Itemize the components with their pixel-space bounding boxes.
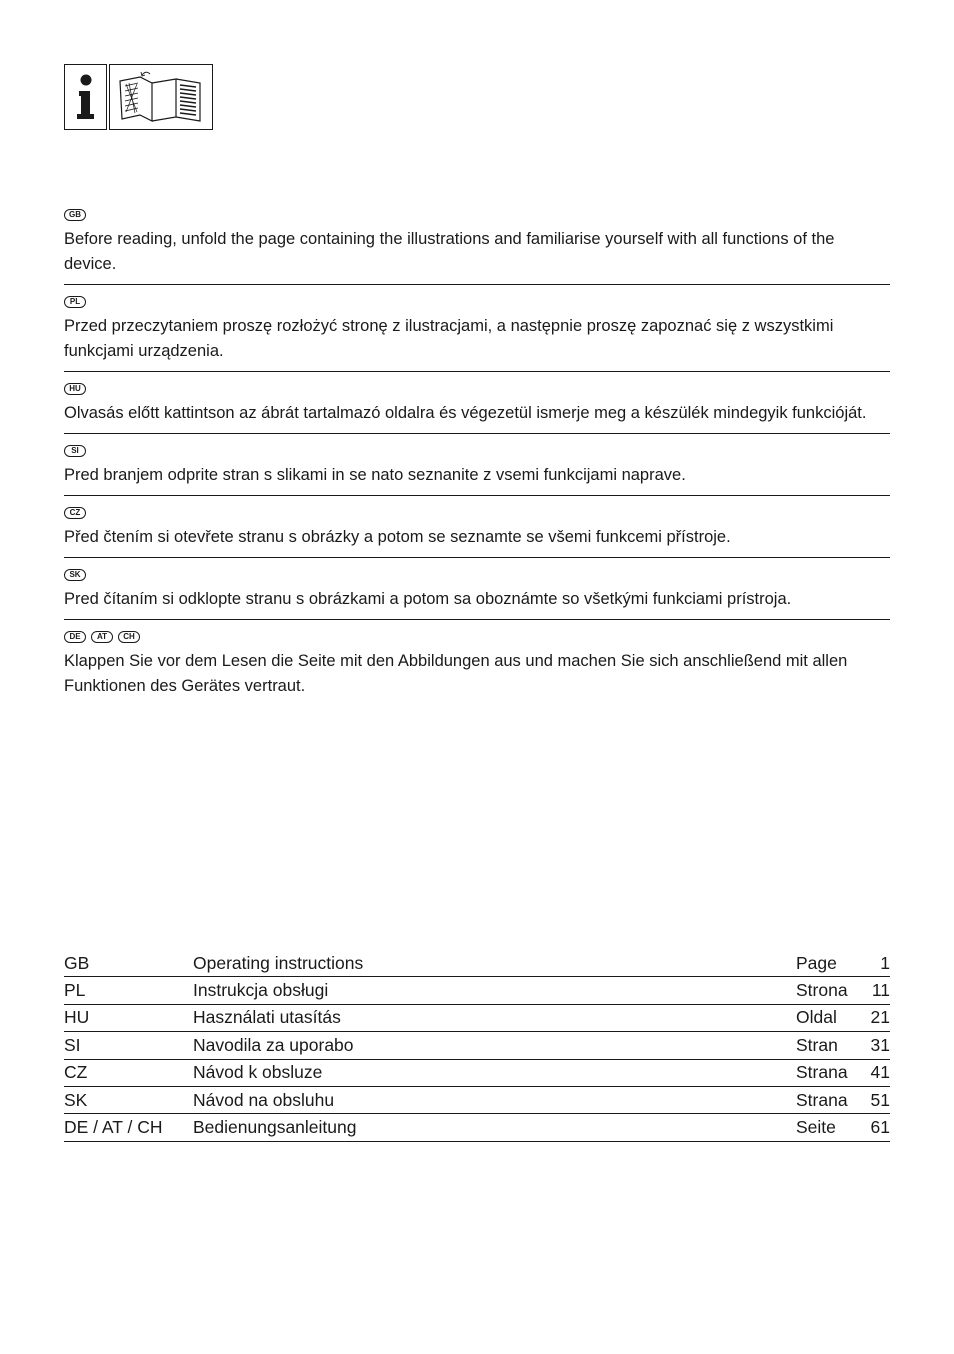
language-badge: GB <box>64 209 86 221</box>
language-badges <box>64 567 890 583</box>
toc-page-number: 21 <box>856 1004 890 1031</box>
toc-language-code: GB <box>64 950 193 977</box>
table-row <box>64 1059 890 1086</box>
notice-list <box>64 205 890 706</box>
table-row <box>64 950 890 977</box>
toc-title: Návod k obsluze <box>193 1059 796 1086</box>
table-row <box>64 977 890 1004</box>
toc-page-number: 11 <box>856 977 890 1004</box>
toc-language-code: PL <box>64 977 193 1004</box>
table-of-contents <box>64 950 890 1142</box>
notice-text: Before reading, unfold the page containing the illustrations and familiarise yourself with all functions of the device. <box>64 230 835 273</box>
notice-si <box>64 433 890 495</box>
language-badges <box>64 207 890 223</box>
notice-text: Klappen Sie vor dem Lesen die Seite mit den Abbildungen aus und machen Sie sich anschließend mit allen Funktionen des Gerätes vertraut. <box>64 652 848 695</box>
toc-page-number: 61 <box>856 1114 890 1141</box>
language-badge: SK <box>64 569 86 581</box>
toc-language-code: DE / AT / CH <box>64 1114 193 1141</box>
table-row <box>64 1004 890 1031</box>
table-row <box>64 1114 890 1141</box>
notice-text: Pred branjem odprite stran s slikami in se nato seznanite z vsemi funkcijami naprave. <box>64 466 686 484</box>
language-badge: CH <box>118 631 140 643</box>
toc-page-word: Strona <box>796 977 856 1004</box>
toc-title: Bedienungsanleitung <box>193 1114 796 1141</box>
language-badge: AT <box>91 631 113 643</box>
notice-gb <box>64 205 890 284</box>
toc-title: Instrukcja obsługi <box>193 977 796 1004</box>
toc-page-word: Strana <box>796 1086 856 1113</box>
toc-title: Használati utasítás <box>193 1004 796 1031</box>
notice-text: Pred čítaním si odklopte stranu s obrázkami a potom sa oboznámte so všetkými funkciami prístroja. <box>64 590 792 608</box>
header-icons <box>64 64 213 130</box>
language-badges <box>64 294 890 310</box>
toc-language-code: CZ <box>64 1059 193 1086</box>
toc-page-number: 31 <box>856 1032 890 1059</box>
toc-language-code: SI <box>64 1032 193 1059</box>
toc-page-word: Page <box>796 950 856 977</box>
language-badges <box>64 443 890 459</box>
toc-page-word: Oldal <box>796 1004 856 1031</box>
toc-page-number: 1 <box>856 950 890 977</box>
toc-page-word: Seite <box>796 1114 856 1141</box>
notice-sk <box>64 557 890 619</box>
language-badge: HU <box>64 383 86 395</box>
notice-cz <box>64 495 890 557</box>
language-badges <box>64 381 890 397</box>
notice-text: Před čtením si otevřete stranu s obrázky a potom se seznamte se všemi funkcemi přístroje. <box>64 528 731 546</box>
language-badge: SI <box>64 445 86 457</box>
table-row <box>64 1086 890 1113</box>
notice-pl <box>64 284 890 371</box>
toc-page-number: 41 <box>856 1059 890 1086</box>
toc-page-number: 51 <box>856 1086 890 1113</box>
toc-language-code: HU <box>64 1004 193 1031</box>
notice-text: Olvasás előtt kattintson az ábrát tartalmazó oldalra és végezetül ismerje meg a készülék mindegyik funkcióját. <box>64 404 867 422</box>
language-badge: DE <box>64 631 86 643</box>
info-icon <box>64 64 107 130</box>
toc-title: Navodila za uporabo <box>193 1032 796 1059</box>
notice-de-at-ch <box>64 619 890 706</box>
unfold-page-icon <box>109 64 213 130</box>
language-badge: CZ <box>64 507 86 519</box>
table-row <box>64 1032 890 1059</box>
language-badges <box>64 505 890 521</box>
toc-page-word: Strana <box>796 1059 856 1086</box>
language-badge: PL <box>64 296 86 308</box>
toc-language-code: SK <box>64 1086 193 1113</box>
toc-title: Operating instructions <box>193 950 796 977</box>
toc-title: Návod na obsluhu <box>193 1086 796 1113</box>
toc-page-word: Stran <box>796 1032 856 1059</box>
notice-hu <box>64 371 890 433</box>
language-badges <box>64 629 890 645</box>
notice-text: Przed przeczytaniem proszę rozłożyć stronę z ilustracjami, a następnie proszę zapoznać się z wszystkimi funkcjami urządzenia. <box>64 317 834 360</box>
